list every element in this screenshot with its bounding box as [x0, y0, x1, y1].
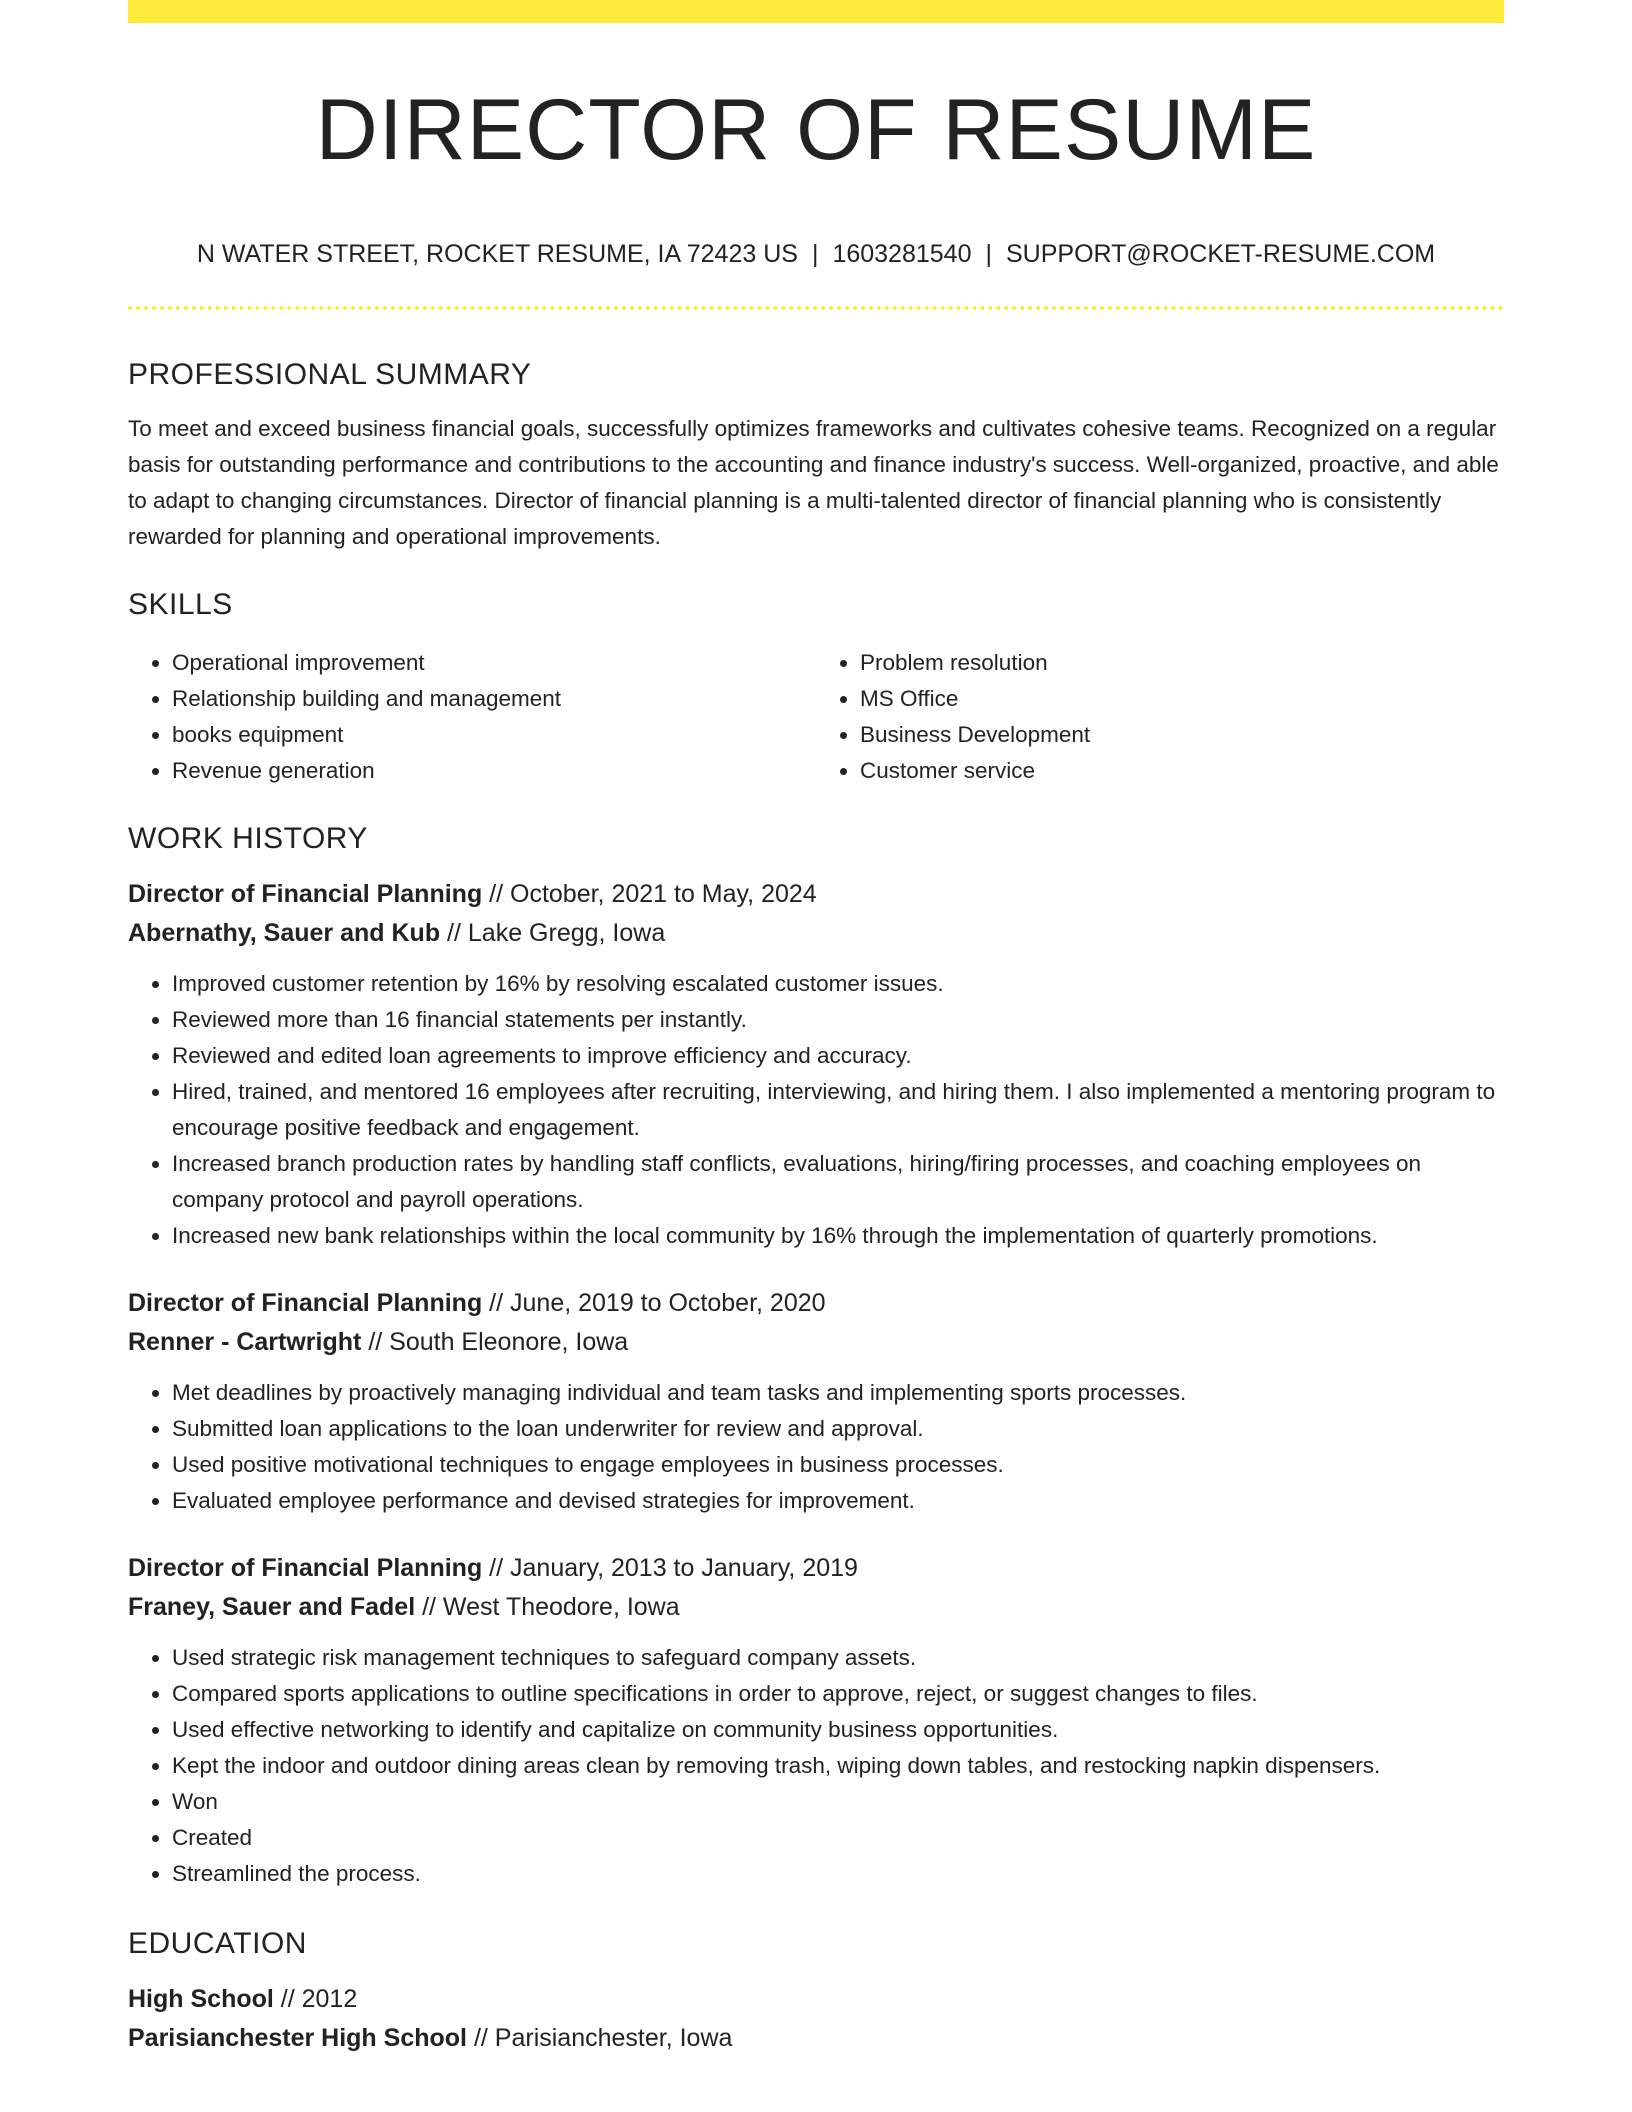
education-location: // Parisianchester, Iowa: [473, 2024, 733, 2052]
job-title-line: [128, 875, 1504, 914]
job-bullets: [128, 1640, 1504, 1892]
job-bullet: • Increased branch production rates by handling staff conflicts, evaluations, hiring/firing processes, and coaching employees on company protocol and payroll operations.: [172, 1146, 1504, 1218]
header-divider: [128, 306, 1504, 310]
job-bullet: • Reviewed and edited loan agreements to improve efficiency and accuracy.: [172, 1038, 1504, 1074]
job-bullet: • Used strategic risk management techniques to safeguard company assets.: [172, 1640, 1504, 1676]
job-title: Director of Financial Planning: [128, 1289, 483, 1317]
skills-title: SKILLS: [128, 588, 233, 621]
job-title: Director of Financial Planning: [128, 880, 483, 908]
contact-phone: 1603281540: [832, 240, 972, 268]
summary-title: PROFESSIONAL SUMMARY: [128, 358, 532, 391]
job-bullets: [128, 966, 1504, 1254]
skills-columns: [128, 645, 1504, 789]
contact-separator: |: [811, 240, 819, 268]
skills-left-list: [128, 645, 816, 789]
job-bullet: • Submitted loan applications to the loan underwriter for review and approval.: [172, 1411, 1504, 1447]
contact-separator: |: [985, 240, 992, 268]
job-dates: // January, 2013 to January, 2019: [489, 1554, 858, 1582]
education-degree-line: [128, 1980, 1504, 2019]
skill-item: • Operational improvement: [172, 645, 816, 681]
job-bullet: • Created: [172, 1820, 1504, 1856]
job-title-line: [128, 1549, 1504, 1588]
job-title-line: [128, 1284, 1504, 1323]
summary-section: [128, 353, 1504, 555]
skill-item: • Customer service: [860, 753, 1504, 789]
job-dates: // June, 2019 to October, 2020: [489, 1289, 826, 1317]
work-history-title: WORK HISTORY: [128, 822, 368, 855]
job-location: // West Theodore, Iowa: [422, 1593, 680, 1621]
job-bullet: • Increased new bank relationships within the local community by 16% through the implementation of quarterly promotions.: [172, 1218, 1504, 1254]
job-bullet: • Used effective networking to identify and capitalize on community business opportunities.: [172, 1712, 1504, 1748]
job-bullets: [128, 1375, 1504, 1519]
job-company-line: [128, 1323, 1504, 1362]
job-entry: [128, 1284, 1504, 1519]
summary-text: To meet and exceed business financial goals, successfully optimizes frameworks and cultivates cohesive teams. Recognized on a regular basis for outstanding performance and contributions to the accounting and finance industry's success. Well-organized, proactive, and able to adapt to changing circumstances. Director of financial planning is a multi-talented director of financial planning who is consistently rewarded for planning and operational improvements.: [128, 416, 1499, 549]
job-company: Abernathy, Sauer and Kub: [128, 919, 441, 947]
contact-email: SUPPORT@ROCKET-RESUME.COM: [1005, 240, 1436, 268]
job-company-line: [128, 1588, 1504, 1627]
candidate-name: DIRECTOR OF RESUME: [315, 82, 1317, 178]
job-bullet: • Kept the indoor and outdoor dining areas clean by removing trash, wiping down tables, and restocking napkin dispensers.: [172, 1748, 1504, 1784]
education-entry: [128, 1980, 1504, 2058]
job-location: // South Eleonore, Iowa: [368, 1328, 629, 1356]
skills-right-list: [816, 645, 1504, 789]
job-entry: [128, 1549, 1504, 1892]
job-location: // Lake Gregg, Iowa: [447, 919, 666, 947]
job-dates: // October, 2021 to May, 2024: [489, 880, 817, 908]
education-section: [128, 1922, 1504, 2058]
skill-item: • Problem resolution: [860, 645, 1504, 681]
job-bullet: • Evaluated employee performance and devised strategies for improvement.: [172, 1483, 1504, 1519]
skill-item: • Relationship building and management: [172, 681, 816, 717]
education-school-line: [128, 2019, 1504, 2058]
resume-content: [128, 353, 1504, 2058]
job-title: Director of Financial Planning: [128, 1554, 483, 1582]
skill-item: • Revenue generation: [172, 753, 816, 789]
education-title: EDUCATION: [128, 1927, 307, 1960]
education-school: Parisianchester High School: [128, 2024, 467, 2052]
education-degree: High School: [128, 1985, 274, 2013]
job-entry: [128, 875, 1504, 1254]
job-company: Franey, Sauer and Fadel: [128, 1593, 416, 1621]
job-company-line: [128, 914, 1504, 953]
job-bullet: • Improved customer retention by 16% by resolving escalated customer issues.: [172, 966, 1504, 1002]
job-bullet: • Reviewed more than 16 financial statements per instantly.: [172, 1002, 1504, 1038]
job-bullet: • Won: [172, 1784, 1504, 1820]
skill-item: • MS Office: [860, 681, 1504, 717]
accent-bar: [128, 0, 1504, 23]
job-bullet: • Streamlined the process.: [172, 1856, 1504, 1892]
skill-item: • books equipment: [172, 717, 816, 753]
job-bullet: • Used positive motivational techniques to engage employees in business processes.: [172, 1447, 1504, 1483]
contact-line: [128, 236, 1504, 272]
job-bullet: • Hired, trained, and mentored 16 employees after recruiting, interviewing, and hiring them. I also implemented a mentoring program to encourage positive feedback and engagement.: [172, 1074, 1504, 1146]
work-history-section: [128, 817, 1504, 1892]
job-bullet: • Met deadlines by proactively managing individual and team tasks and implementing sports processes.: [172, 1375, 1504, 1411]
skills-section: [128, 583, 1504, 789]
skill-item: • Business Development: [860, 717, 1504, 753]
job-bullet: • Compared sports applications to outline specifications in order to approve, reject, or suggest changes to files.: [172, 1676, 1504, 1712]
job-company: Renner - Cartwright: [128, 1328, 362, 1356]
contact-address: N WATER STREET, ROCKET RESUME, IA 72423 US: [196, 240, 798, 268]
education-year: // 2012: [280, 1985, 358, 2013]
